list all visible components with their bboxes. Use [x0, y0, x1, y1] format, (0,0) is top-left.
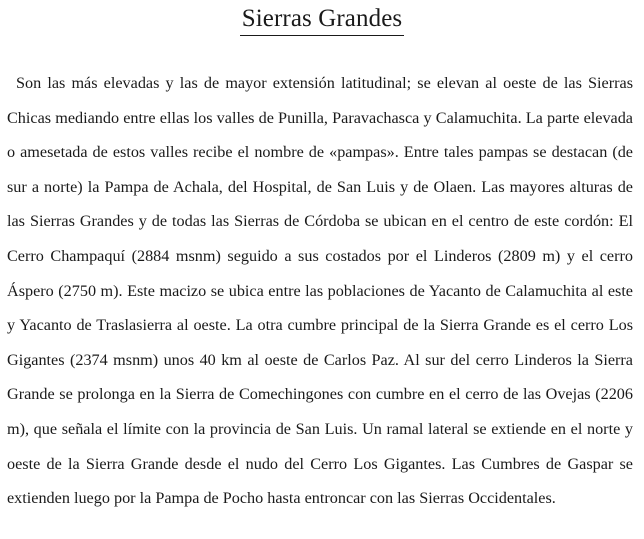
title-container	[0, 4, 644, 36]
body-paragraph: Son las más elevadas y las de mayor extensión latitudinal; se elevan al oeste de las Sierras Chicas mediando entre ellas los valles de Punilla, Paravachasca y Calamuchita. La parte elevada o amesetada de estos valles recibe el nombre de «pampas». Entre tales pampas se destacan (de sur a norte) la Pampa de Achala, del Hospital, de San Luis y de Olaen. Las mayores alturas de las Sierras Grandes y de todas las Sierras de Córdoba se ubican en el centro de este cordón: El Cerro Champaquí (2884 msnm) seguido a sus costados por el Linderos (2809 m) y el cerro Áspero (2750 m). Este macizo se ubica entre las poblaciones de Yacanto de Calamuchita al este y Yacanto de Traslasierra al oeste. La otra cumbre principal de la Sierra Grande es el cerro Los Gigantes (2374 msnm) unos 40 km al oeste de Carlos Paz. Al sur del cerro Linderos la Sierra Grande se prolonga en la Sierra de Comechingones con cumbre en el cerro de las Ovejas (2206 m), que señala el límite con la provincia de San Luis. Un ramal lateral se extiende en el norte y oeste de la Sierra Grande desde el nudo del Cerro Los Gigantes. Las Cumbres de Gaspar se extienden luego por la Pampa de Pocho hasta entroncar con las Sierras Occidentales.	[7, 74, 633, 508]
page-title: Sierras Grandes	[240, 4, 404, 36]
